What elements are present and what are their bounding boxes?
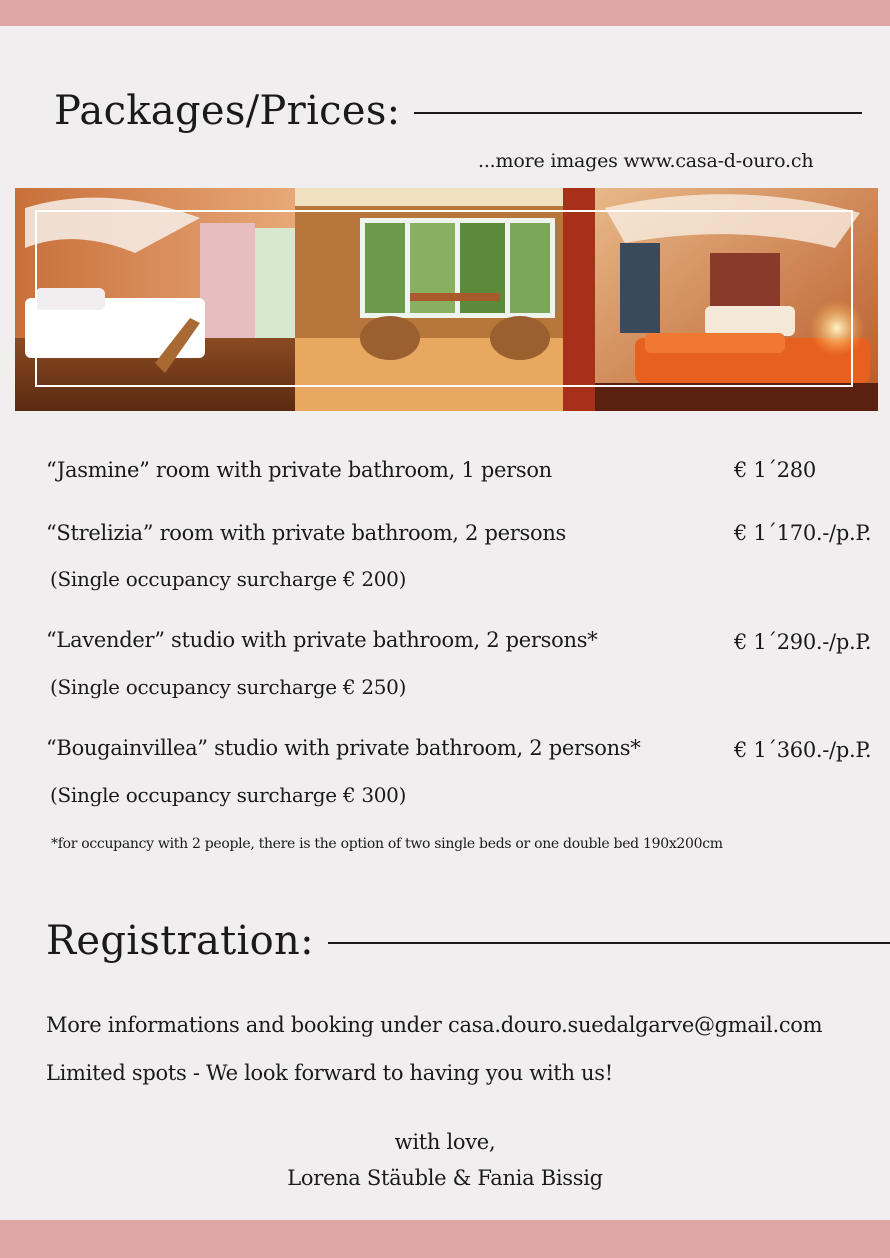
package-lavender: “Lavender” studio with private bathroom, 2 persons* (46, 628, 598, 652)
signature: Lorena Stäuble & Fania Bissig (287, 1166, 603, 1190)
package-strelizia: “Strelizia” room with private bathroom, 2 persons (46, 521, 567, 545)
surcharge-strelizia: (Single occupancy surcharge € 200) (50, 567, 407, 591)
occupancy-footnote: *for occupancy with 2 people, there is the option of two single beds or one double bed 190x200cm (51, 836, 723, 852)
room-photo-collage (15, 188, 878, 411)
booking-info: More informations and booking under casa.douro.suedalgarve@gmail.com (46, 1013, 823, 1037)
package-bougainvillea: “Bougainvillea” studio with private bathroom, 2 persons* (46, 736, 641, 760)
packages-heading: Packages/Prices: (54, 88, 401, 134)
photo-frame (35, 210, 853, 387)
packages-heading-rule (414, 112, 862, 114)
package-jasmine: “Jasmine” room with private bathroom, 1 person (46, 458, 552, 482)
price-lavender: € 1´290.-/p.P. (734, 630, 872, 654)
closing: with love, (394, 1130, 496, 1154)
registration-heading-rule (328, 942, 890, 944)
top-band (0, 0, 890, 26)
limited-spots: Limited spots - We look forward to having you with us! (46, 1061, 613, 1085)
more-images-link: ...more images www.casa-d-ouro.ch (478, 150, 814, 172)
price-jasmine: € 1´280 (734, 458, 816, 482)
price-bougainvillea: € 1´360.-/p.P. (734, 738, 872, 762)
bottom-band (0, 1220, 890, 1258)
surcharge-lavender: (Single occupancy surcharge € 250) (50, 675, 407, 699)
registration-heading: Registration: (46, 918, 314, 964)
surcharge-bougainvillea: (Single occupancy surcharge € 300) (50, 783, 407, 807)
price-strelizia: € 1´170.-/p.P. (734, 521, 872, 545)
